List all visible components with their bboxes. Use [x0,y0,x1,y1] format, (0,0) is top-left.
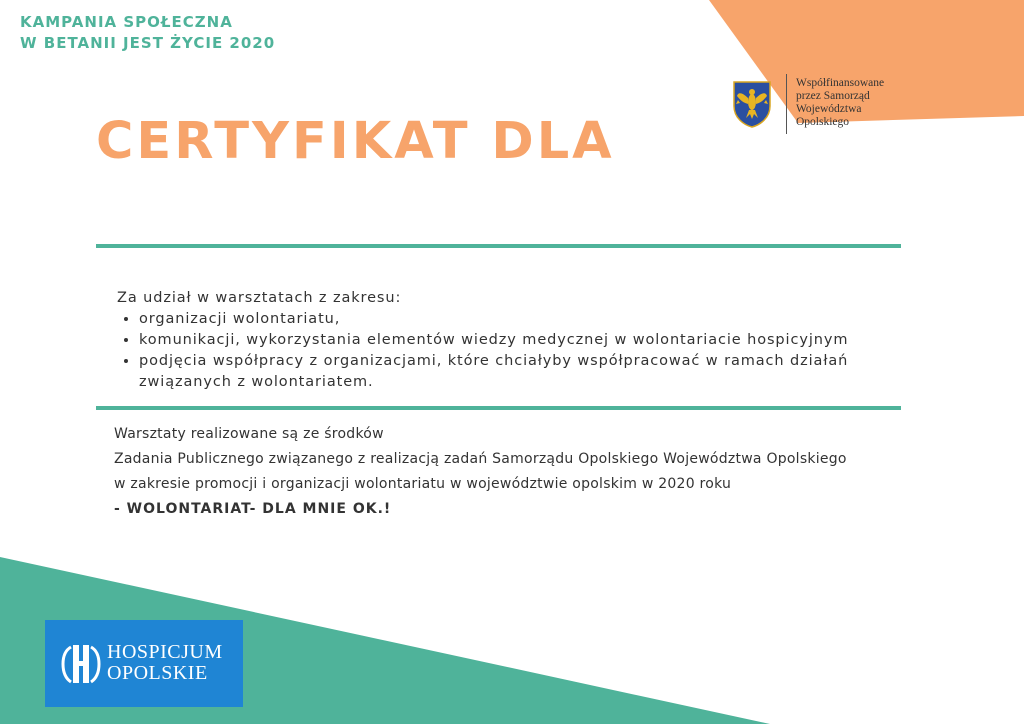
hospicjum-logo [45,620,243,707]
campaign-title-line1: KAMPANIA SPOŁECZNA [20,13,233,31]
workshop-item: • podjęcia współpracy z organizacjami, które chciałyby współpracować w ramach działań związanych z wolontariatem. [139,351,907,393]
logo-line1: HOSPICJUM [107,641,223,663]
workshop-item: • komunikacji, wykorzystania elementów wiedzy medycznej w wolontariacie hospicyjnym [139,330,907,351]
funding-line2: Zadania Publicznego związanego z realizacją zadań Samorządu Opolskiego Województwa Opolskiego [114,451,847,467]
opole-eagle-coat-of-arms-icon [732,80,772,128]
funding-section [114,422,994,522]
workshops-list [117,309,907,393]
campaign-title-line2: W BETANII JEST ŻYCIE 2020 [20,34,276,52]
funding-slogan: - WOLONTARIAT- DLA MNIE OK.! [114,501,392,517]
divider-top [96,244,901,248]
sponsor-line1: Współfinansowane [796,77,885,89]
campaign-title [20,12,275,54]
logo-line2: OPOLSKIE [107,662,208,684]
hospicjum-logo-text [107,642,223,684]
divider-bottom [96,406,901,410]
sponsor-line4: Opolskiego [796,116,850,128]
sponsor-text [796,77,884,129]
hospice-emblem-icon [61,641,101,687]
certificate-title: CERTYFIKAT DLA [96,112,615,171]
funding-line3: w zakresie promocji i organizacji wolontariatu w województwie opolskim w 2020 roku [114,476,732,492]
workshops-intro: Za udział w warsztatach z zakresu: [117,290,402,306]
sponsor-line2: przez Samorząd [796,90,870,102]
sponsor-block [728,74,898,136]
workshop-item: • organizacji wolontariatu, [139,309,907,330]
sponsor-line3: Województwa [796,103,862,115]
workshops-section [117,288,907,393]
sponsor-divider [786,74,787,134]
funding-line1: Warsztaty realizowane są ze środków [114,426,384,442]
